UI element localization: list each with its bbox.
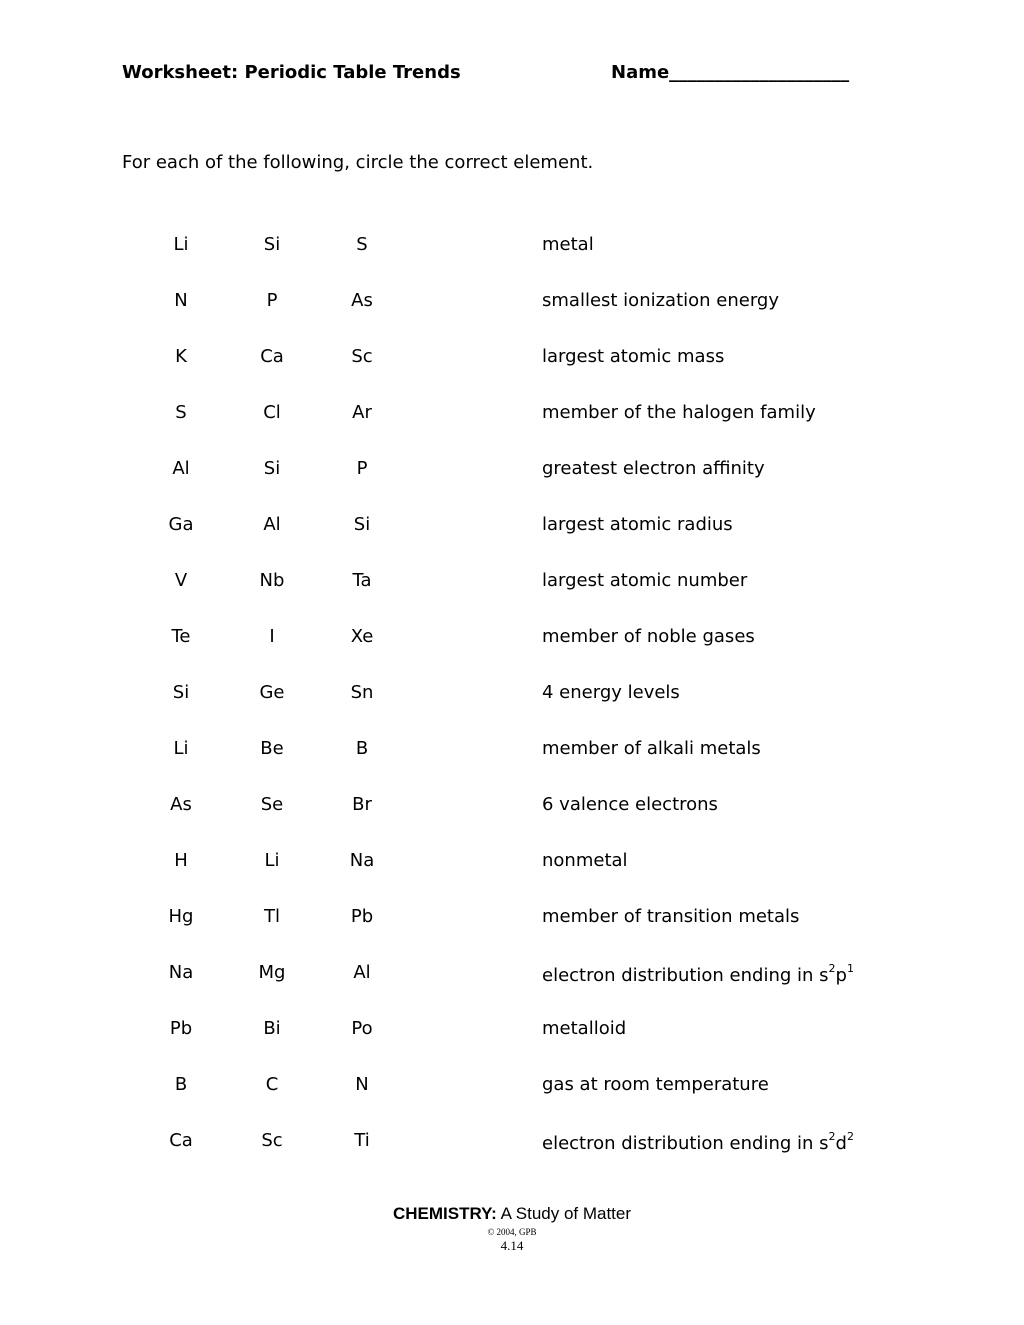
question-description [542, 906, 799, 927]
question-row [0, 1018, 1024, 1074]
orbital-letter: d [835, 1133, 847, 1154]
question-row [0, 290, 1024, 346]
element-choice[interactable]: I [269, 626, 275, 647]
question-row [0, 570, 1024, 626]
question-row [0, 794, 1024, 850]
footer [0, 1204, 1024, 1254]
element-choice[interactable]: P [356, 458, 368, 479]
question-row [0, 682, 1024, 738]
description-text: member of transition metals [542, 906, 800, 927]
description-text: largest atomic mass [542, 346, 725, 367]
element-choice[interactable]: Li [173, 234, 189, 255]
question-row [0, 738, 1024, 794]
element-choice[interactable]: H [174, 850, 188, 871]
question-description [542, 458, 765, 479]
element-choice[interactable]: Tl [264, 906, 280, 927]
element-choice[interactable]: Br [352, 794, 372, 815]
element-choice[interactable]: S [175, 402, 187, 423]
brand-bold-text: CHEMISTRY: [392, 1204, 497, 1223]
element-choice[interactable]: Mg [258, 962, 286, 983]
element-choice[interactable]: Ca [169, 1130, 193, 1151]
element-choice[interactable]: Se [260, 794, 284, 815]
element-choice[interactable]: Pb [169, 1018, 193, 1039]
question-description [542, 570, 747, 591]
element-choice[interactable]: Ca [260, 346, 284, 367]
question-description [542, 290, 779, 311]
orbital-letter: p [835, 965, 847, 986]
element-choice[interactable]: Pb [350, 906, 374, 927]
element-choice[interactable]: Hg [168, 906, 194, 927]
element-choice[interactable]: Po [351, 1018, 373, 1039]
element-choice[interactable]: Si [263, 234, 281, 255]
description-text: metal [542, 234, 594, 255]
element-choice[interactable]: Sc [351, 346, 373, 367]
element-choice[interactable]: S [356, 234, 368, 255]
question-description [542, 514, 733, 535]
description-text: greatest electron affinity [542, 458, 765, 479]
description-text: metalloid [542, 1018, 627, 1039]
question-description [542, 850, 628, 871]
question-row [0, 1130, 1024, 1186]
question-row [0, 458, 1024, 514]
question-description [542, 738, 761, 759]
description-text: nonmetal [542, 850, 628, 871]
element-choice[interactable]: N [174, 290, 188, 311]
element-choice[interactable]: Te [171, 626, 191, 647]
brand-rest-text: A Study of Matter [496, 1204, 632, 1223]
element-choice[interactable]: Na [349, 850, 375, 871]
superscript: 2 [846, 1130, 854, 1143]
superscript: 1 [846, 962, 854, 975]
element-choice[interactable]: Al [263, 514, 281, 535]
question-description [542, 1074, 769, 1095]
element-choice[interactable]: N [355, 1074, 369, 1095]
element-choice[interactable]: Xe [350, 626, 374, 647]
description-text: electron distribution ending in s [542, 965, 829, 986]
question-description [542, 626, 755, 647]
element-choice[interactable]: Si [263, 458, 281, 479]
description-text: 6 valence electrons [542, 794, 718, 815]
element-choice[interactable]: Sc [261, 1130, 283, 1151]
element-choice[interactable]: Si [172, 682, 190, 703]
element-choice[interactable]: Al [172, 458, 190, 479]
page-number: 4.14 [500, 1238, 524, 1253]
question-list [0, 234, 1024, 1186]
question-row [0, 1074, 1024, 1130]
question-row [0, 402, 1024, 458]
element-choice[interactable]: Ar [352, 402, 372, 423]
question-row [0, 346, 1024, 402]
element-choice[interactable]: B [174, 1074, 188, 1095]
question-row [0, 962, 1024, 1018]
question-row [0, 850, 1024, 906]
element-choice[interactable]: Bi [263, 1018, 281, 1039]
description-text: 4 energy levels [542, 682, 680, 703]
question-row [0, 906, 1024, 962]
element-choice[interactable]: C [265, 1074, 279, 1095]
superscript: 2 [828, 1130, 836, 1143]
question-description [542, 234, 594, 255]
question-description [542, 794, 718, 815]
element-choice[interactable]: As [351, 290, 373, 311]
copyright-text: © 2004, GPB [487, 1227, 537, 1237]
element-choice[interactable]: Ga [168, 514, 194, 535]
question-row [0, 626, 1024, 682]
description-text: member of noble gases [542, 626, 755, 647]
element-choice[interactable]: Si [353, 514, 371, 535]
element-choice[interactable]: P [266, 290, 278, 311]
question-row [0, 234, 1024, 290]
description-text: largest atomic radius [542, 514, 733, 535]
question-row [0, 514, 1024, 570]
element-choice[interactable]: K [175, 346, 187, 367]
description-text: member of the halogen family [542, 402, 816, 423]
element-choice[interactable]: Sn [350, 682, 374, 703]
question-description [542, 682, 680, 703]
name-field-label: Name____________________ [611, 62, 850, 83]
element-choice[interactable]: Ti [354, 1130, 370, 1151]
element-choice[interactable]: Be [260, 738, 284, 759]
description-text: gas at room temperature [542, 1074, 769, 1095]
worksheet-header [0, 62, 1024, 92]
element-choice[interactable]: Ta [352, 570, 372, 591]
element-choice[interactable]: Al [353, 962, 371, 983]
description-text: member of alkali metals [542, 738, 761, 759]
element-choice[interactable]: Li [173, 738, 189, 759]
question-description [542, 962, 854, 986]
instructions-text: For each of the following, circle the correct element. [122, 152, 594, 173]
element-choice[interactable]: V [174, 570, 188, 591]
element-choice[interactable]: B [355, 738, 369, 759]
publisher-brand [0, 1204, 1024, 1224]
description-text: smallest ionization energy [542, 290, 779, 311]
superscript: 2 [828, 962, 836, 975]
element-choice[interactable]: Na [168, 962, 194, 983]
description-text: largest atomic number [542, 570, 748, 591]
element-choice[interactable]: Nb [259, 570, 285, 591]
element-choice[interactable]: As [170, 794, 192, 815]
question-description [542, 1018, 626, 1039]
question-description [542, 1130, 854, 1154]
description-text: electron distribution ending in s [542, 1133, 829, 1154]
element-choice[interactable]: Cl [263, 402, 281, 423]
question-description [542, 346, 724, 367]
element-choice[interactable]: Li [264, 850, 280, 871]
worksheet-title: Worksheet: Periodic Table Trends [122, 62, 461, 83]
question-description [542, 402, 816, 423]
element-choice[interactable]: Ge [259, 682, 285, 703]
